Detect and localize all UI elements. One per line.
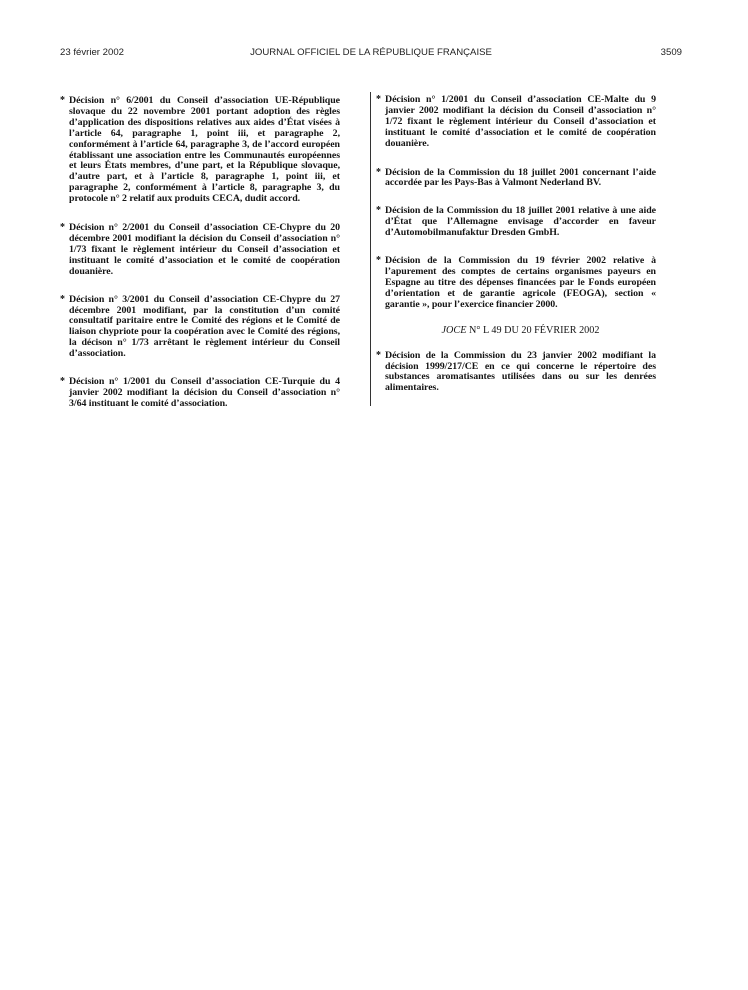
- decision-text: Décision de la Commission du 18 juillet 2001 relative à une aide d’État que l’Allemagne envisage d’accorder en faveur d’Automobilmanufaktur Dresden GmbH.: [385, 205, 656, 239]
- decision-entry: [60, 223, 340, 278]
- bullet-marker: *: [376, 349, 381, 361]
- bullet-marker: *: [376, 205, 381, 217]
- decision-text: Décision n° 1/2001 du Conseil d’association CE-Turquie du 4 janvier 2002 modifiant la décision du Conseil d’association n° 3/64 instituant le comité d’association.: [69, 376, 340, 409]
- decision-entry: [376, 351, 656, 395]
- left-column: [60, 96, 340, 410]
- column-divider: [370, 92, 371, 406]
- bullet-marker: *: [376, 166, 381, 178]
- header-title: JOURNAL OFFICIEL DE LA RÉPUBLIQUE FRANÇAISE: [250, 47, 492, 58]
- decision-entry: [60, 377, 340, 410]
- header-page-number: 3509: [660, 47, 682, 58]
- decision-entry: [376, 95, 656, 150]
- bullet-marker: *: [60, 293, 65, 305]
- decision-text: Décision n° 6/2001 du Conseil d’association UE-République slovaque du 22 novembre 2001 portant adoption des règles d’application des dispositions relatives aux aides d’État visées à l’article 64, paragraphe 1, point iii, et paragraphe 2, conformément à l’article 64, paragraphe 3, de l’accord européen établissant une association entre les Communautés européennes et leurs États membres, d’une part, et la République slovaque, d’autre part, et à l’article 8, paragraphe 1, point iii, et paragraphe 2, conformément à l’article 8, paragraphe 3, du protocole n° 2 relatif aux produits CECA, dudit accord.: [69, 95, 340, 205]
- bullet-marker: *: [376, 255, 381, 267]
- decision-text: Décision de la Commission du 23 janvier 2002 modifiant la décision 1999/217/CE en ce qui concerne le répertoire des substances aromatisantes utilisées dans ou sur les denrées alimentaires.: [385, 349, 656, 394]
- bullet-marker: *: [60, 95, 65, 106]
- decision-entry: [376, 206, 656, 239]
- joce-issue-heading: [376, 325, 656, 336]
- decision-text: Décision n° 3/2001 du Conseil d’association CE-Chypre du 27 décembre 2001 modifiant, par la constitution d’un comité consultatif paritaire entre le Comité des régions et le Comité de liaison chypriote pour la coopération avec le Comité des régions, la décison n° 1/73 arrêtant le règlement intérieur du Conseil d’association.: [69, 293, 340, 360]
- bullet-marker: *: [60, 222, 65, 234]
- decision-text: Décision de la Commission du 18 juillet 2001 concernant l’aide accordée par les Pays-Bas à Valmont Nederland BV.: [385, 166, 656, 189]
- decision-text: Décision n° 1/2001 du Conseil d’association CE-Malte du 9 janvier 2002 modifiant la décision du Conseil d’association n° 1/72 fixant le règlement intérieur du Conseil d’association et instituant le comité d’association et le comité de coopération douanière.: [385, 94, 656, 149]
- decision-entry: [60, 96, 340, 205]
- decision-entry: [376, 256, 656, 311]
- joce-issue: N° L 49 DU 20 FÉVRIER 2002: [468, 324, 600, 336]
- joce-name: JOCE: [441, 324, 467, 336]
- decision-text: Décision n° 2/2001 du Conseil d’association CE-Chypre du 20 décembre 2001 modifiant la décision du Conseil d’association n° 1/73 fixant le règlement intérieur du Conseil d’association et instituant le comité d’association et le comité de coopération douanière.: [69, 222, 340, 277]
- decision-entry: [60, 295, 340, 360]
- right-column: [376, 95, 656, 394]
- decision-text: Décision de la Commission du 19 février 2002 relative à l’apurement des comptes de certains organismes payeurs en Espagne au titre des dépenses financées par le Fonds européen d’orientation et de garantie agricole (FEOGA), section « garantie », pour l’exercice financier 2000.: [385, 255, 656, 310]
- decision-entry: [376, 168, 656, 190]
- bullet-marker: *: [376, 94, 381, 105]
- page-header: [60, 47, 682, 61]
- header-date: 23 février 2002: [60, 47, 124, 58]
- bullet-marker: *: [60, 376, 65, 388]
